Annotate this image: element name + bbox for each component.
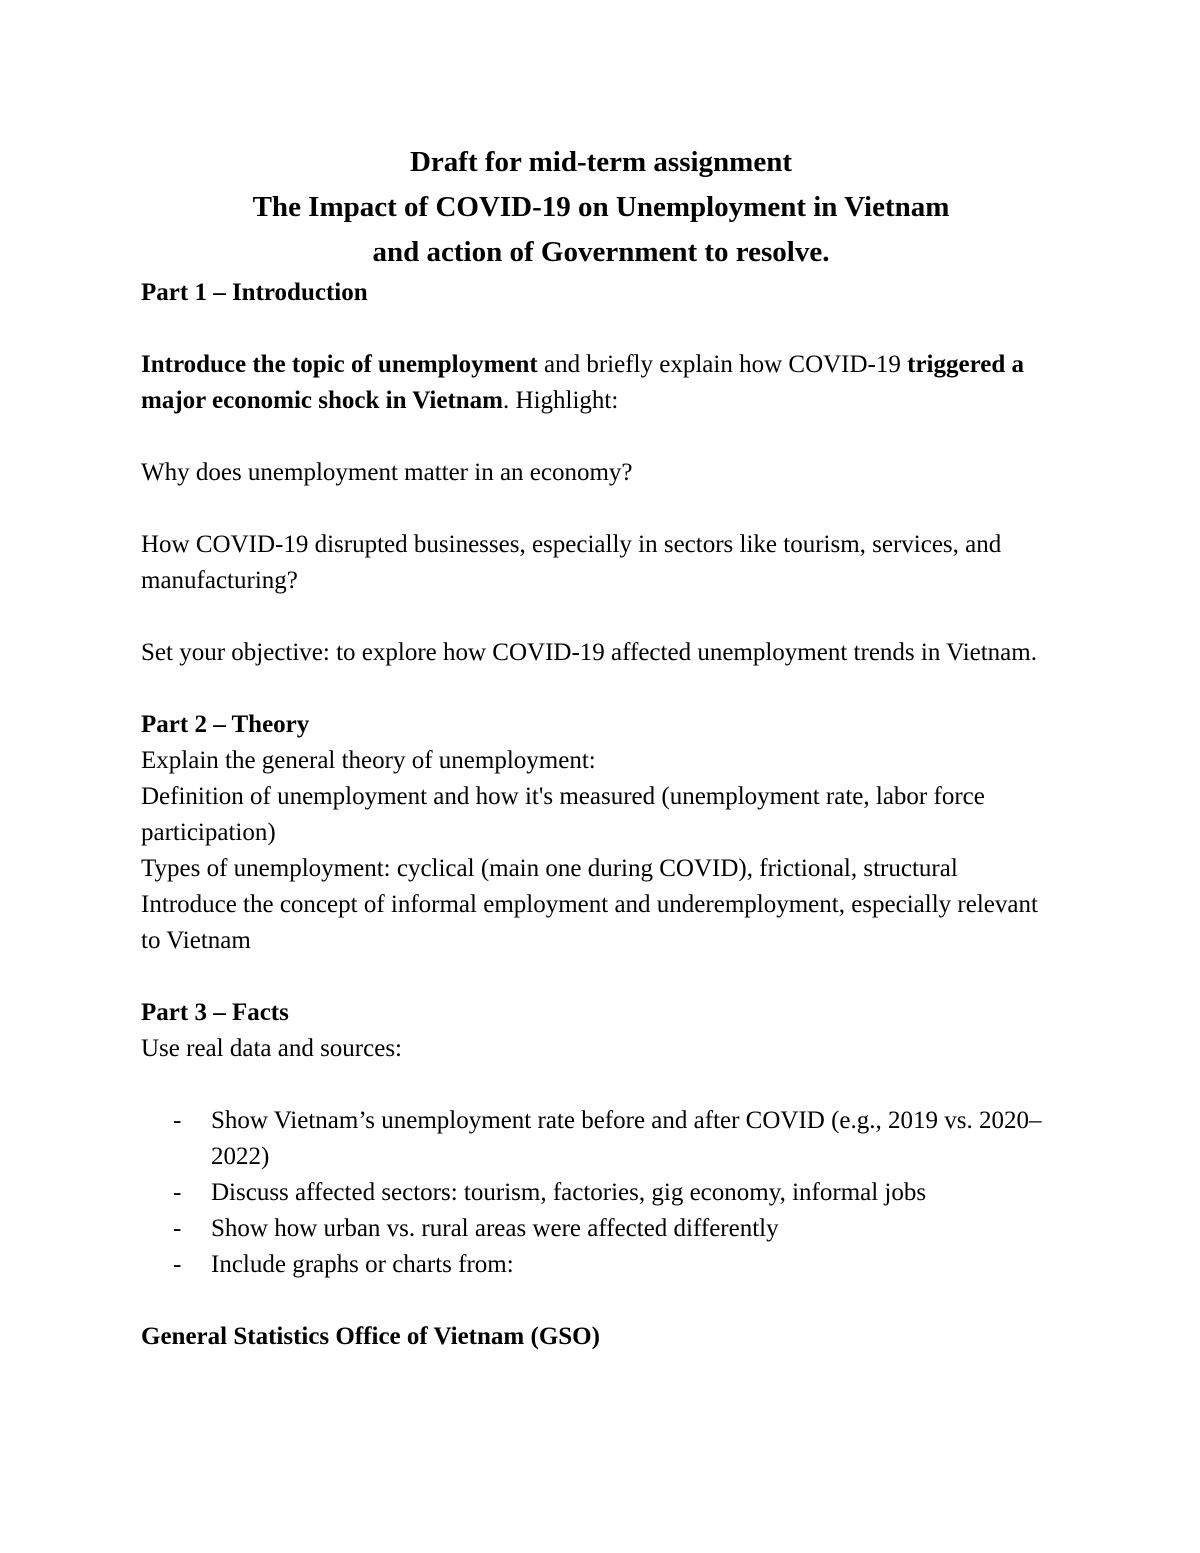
- list-item-text: Show Vietnam’s unemployment rate before and after COVID (e.g., 2019 vs. 2020–2022): [211, 1107, 1042, 1170]
- list-item: [141, 1211, 1061, 1247]
- title-line-1: Draft for mid-term assignment: [409, 146, 792, 178]
- document-body: [141, 140, 1061, 1355]
- bullet-dash: -: [173, 1251, 182, 1278]
- part3-heading: Part 3 – Facts: [141, 999, 289, 1026]
- list-item: [141, 1247, 1061, 1283]
- document-title: [141, 140, 1061, 275]
- bullet-dash: -: [173, 1215, 182, 1242]
- part2-heading: Part 2 – Theory: [141, 711, 310, 738]
- list-item-text: Show how urban vs. rural areas were affected differently: [211, 1215, 779, 1242]
- list-item: [141, 1103, 1061, 1175]
- intro-bold-topic: Introduce the topic of unemployment: [141, 351, 538, 378]
- part2-line-2: Definition of unemployment and how it's measured (unemployment rate, labor force participation): [141, 783, 985, 846]
- gso-source: General Statistics Office of Vietnam (GSO): [141, 1323, 600, 1350]
- title-line-2: The Impact of COVID-19 on Unemployment in Vietnam: [252, 191, 950, 223]
- bullet-dash: -: [173, 1179, 182, 1206]
- part1-intro-paragraph: [141, 347, 1061, 419]
- intro-text-2: . Highlight:: [503, 387, 619, 414]
- part2-line-1: Explain the general theory of unemployment:: [141, 747, 596, 774]
- bullet-dash: -: [173, 1107, 182, 1134]
- part3-intro: Use real data and sources:: [141, 1035, 402, 1062]
- part2-line-3: Types of unemployment: cyclical (main one during COVID), frictional, structural: [141, 855, 958, 882]
- part1-question-1: Why does unemployment matter in an economy?: [141, 459, 633, 486]
- list-item-text: Include graphs or charts from:: [211, 1251, 514, 1278]
- list-item: [141, 1175, 1061, 1211]
- part1-heading: Part 1 – Introduction: [141, 279, 368, 306]
- intro-text-1: and briefly explain how COVID-19: [537, 351, 908, 378]
- title-line-3: and action of Government to resolve.: [372, 236, 830, 268]
- part1-objective: Set your objective: to explore how COVID-19 affected unemployment trends in Vietnam.: [141, 639, 1037, 666]
- intro-bold-shock: triggered a major economic shock in Vietnam: [141, 351, 1024, 414]
- part1-question-2: How COVID-19 disrupted businesses, especially in sectors like tourism, services, and manufacturing?: [141, 531, 1002, 594]
- list-item-text: Discuss affected sectors: tourism, factories, gig economy, informal jobs: [211, 1179, 927, 1206]
- part2-line-4: Introduce the concept of informal employment and underemployment, especially relevant to Vietnam: [141, 891, 1038, 954]
- facts-list: [141, 1103, 1061, 1283]
